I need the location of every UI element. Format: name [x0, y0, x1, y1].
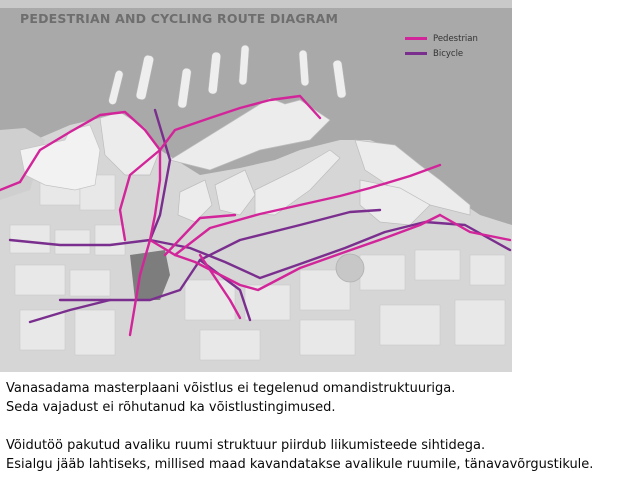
caption-line: Seda vajadust ei rõhutanud ka võistlustingimused. — [6, 400, 336, 415]
caption-line: Vanasadama masterplaani võistlus ei tegelenud omandistruktuuriga. — [6, 381, 456, 396]
caption-spacer — [6, 417, 634, 436]
caption-line: Esialgu jääb lahtiseks, millised maad kavandatakse avalikule ruumile, tänavavõrgustikule. — [6, 457, 594, 472]
legend-label-pedestrian: Pedestrian — [433, 33, 478, 44]
caption-line: Võidutöö pakutud avaliku ruumi struktuur piirdub liikumisteede sihtidega. — [6, 438, 486, 453]
legend-label-bicycle: Bicycle — [433, 48, 464, 59]
legend-swatch-bicycle — [405, 52, 427, 55]
legend-swatch-pedestrian — [405, 37, 427, 40]
legend-item-pedestrian — [405, 32, 500, 45]
map-legend — [405, 32, 500, 62]
top-band — [0, 0, 512, 8]
map-title: PEDESTRIAN AND CYCLING ROUTE DIAGRAM — [20, 11, 339, 26]
park-circle — [336, 254, 364, 282]
caption-text — [6, 379, 634, 474]
legend-item-bicycle — [405, 47, 500, 60]
